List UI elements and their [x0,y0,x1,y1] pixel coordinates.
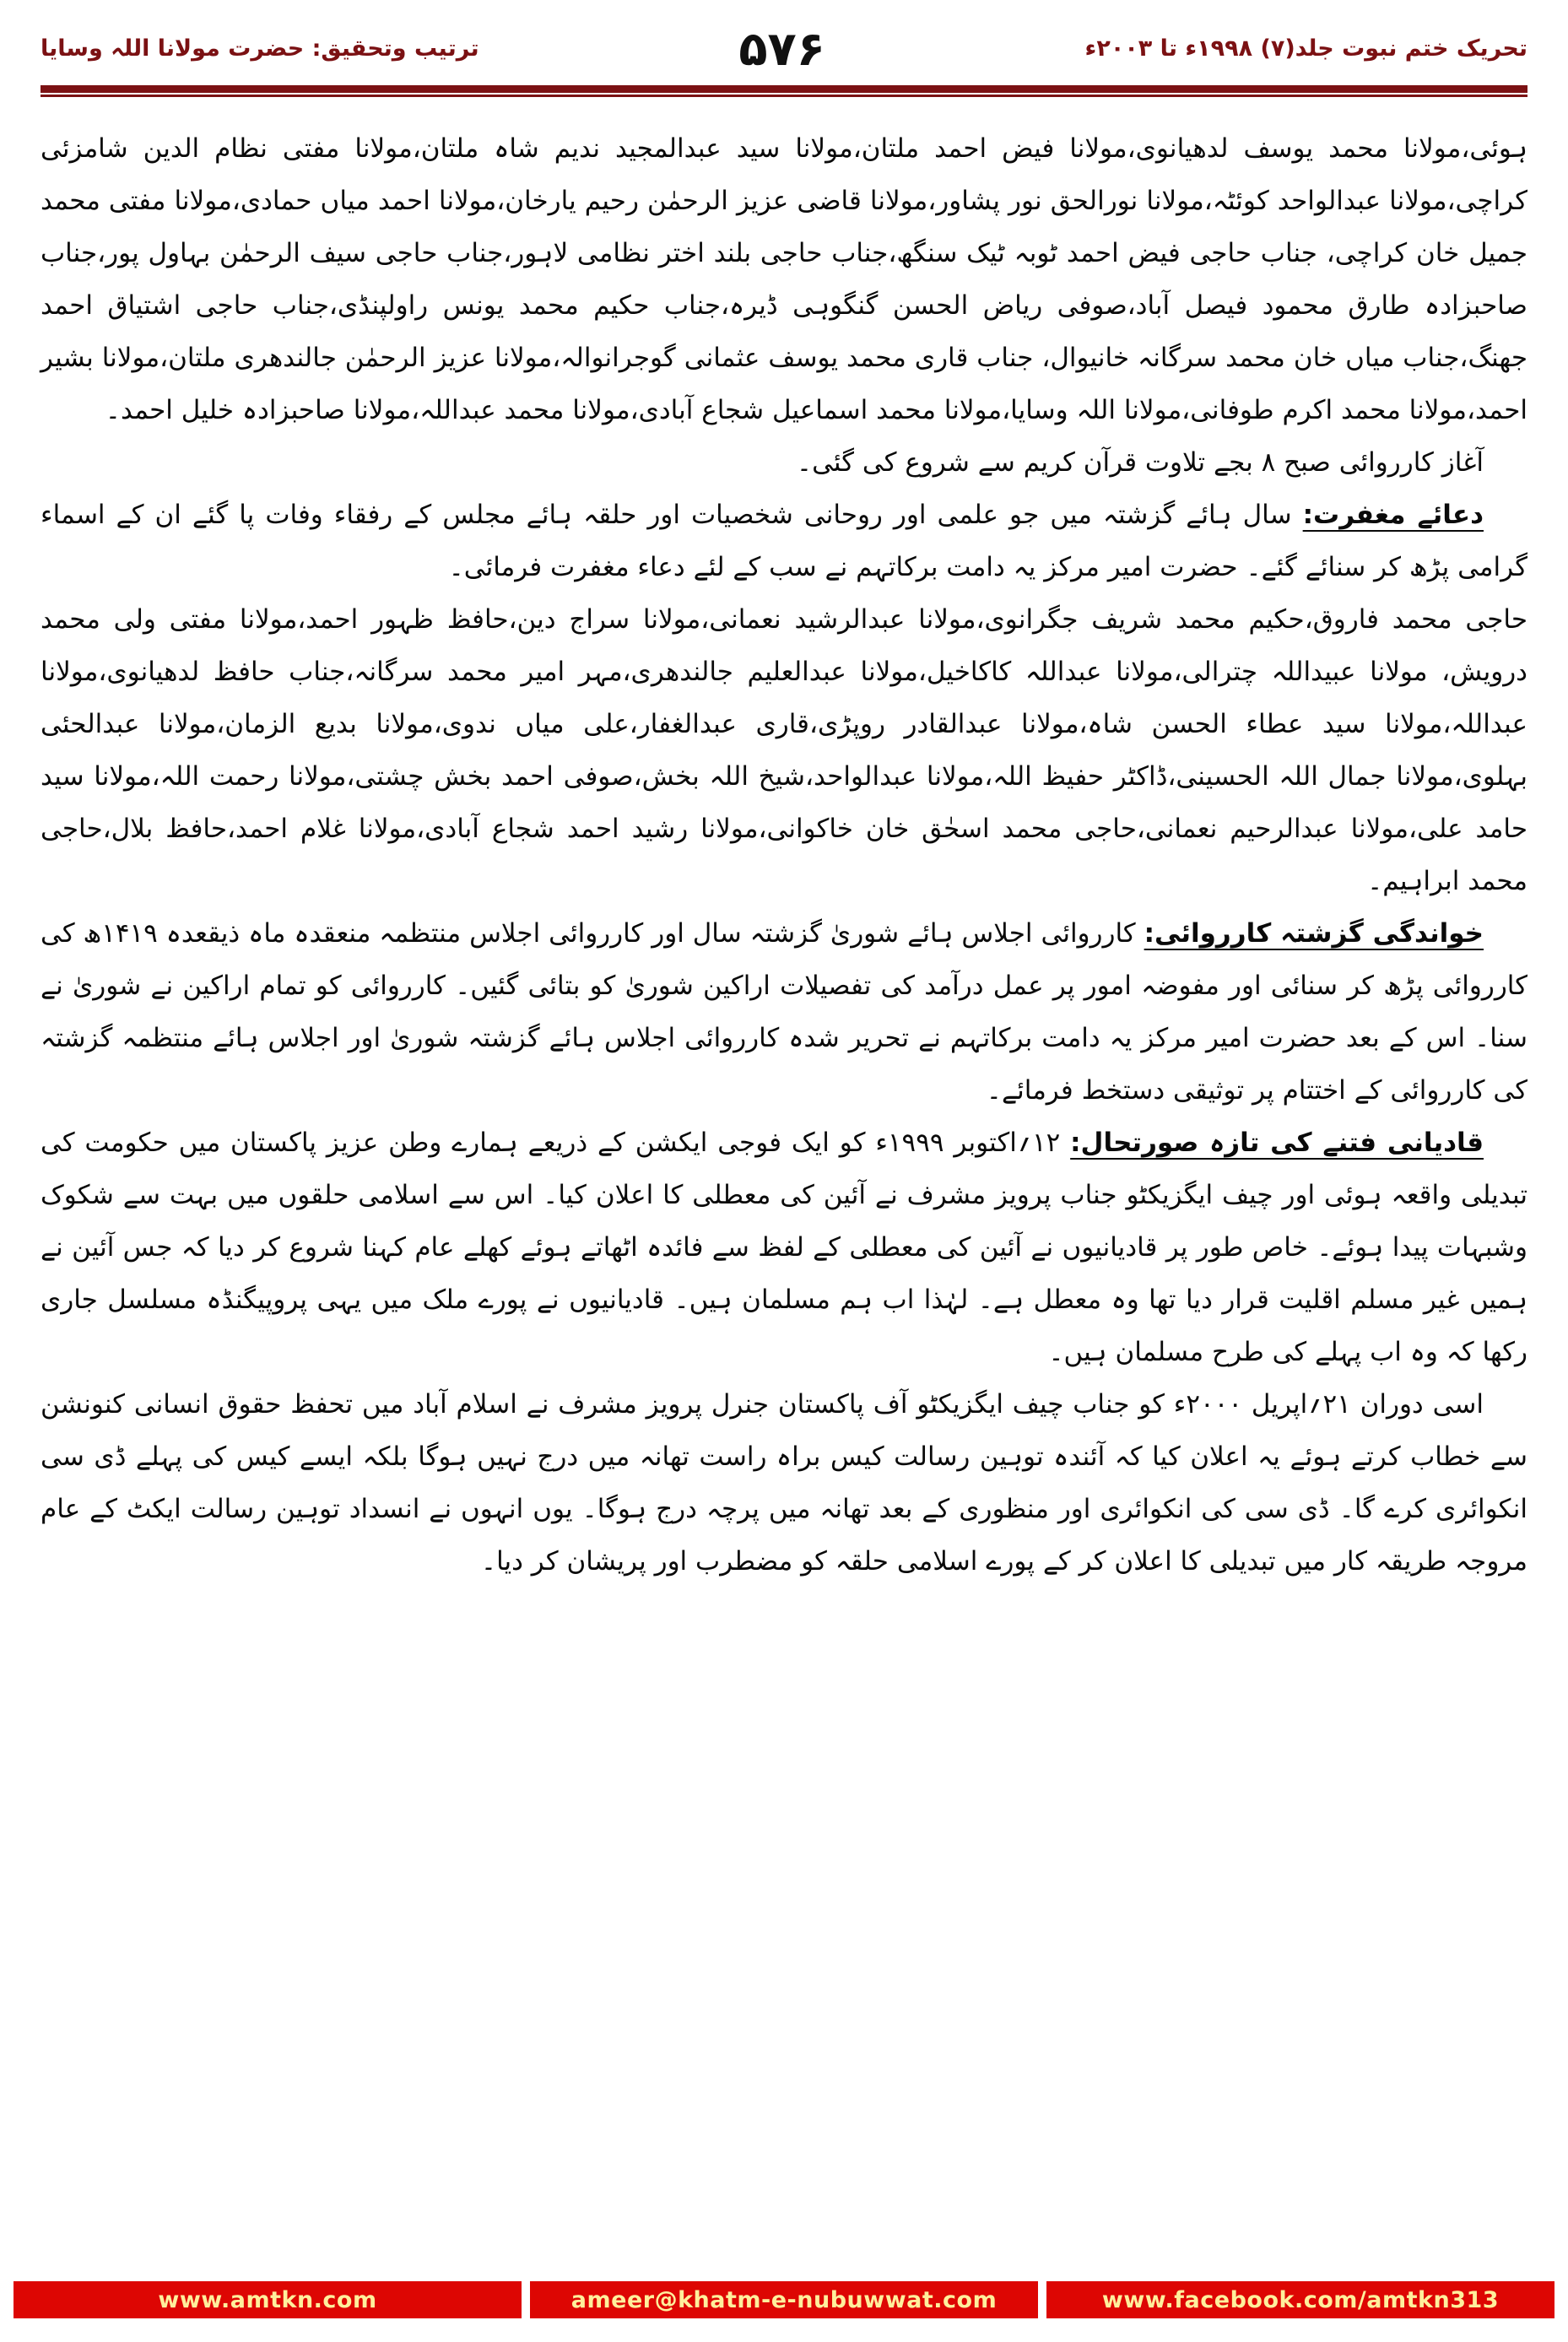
paragraph-text: حاجی محمد فاروق،حکیم محمد شریف جگرانوی،مولانا عبدالرشید نعمانی،مولانا سراج دین،حافظ ظہور احمد،مولانا مفتی ولی محمد درویش، مولانا عبیداللہ چترالی،مولانا عبداللہ کاکاخیل،مولانا عبدالعلیم جالندھری،مہر امیر محمد سرگانہ،جناب حافظ لدھیانوی،مولانا عبداللہ،مولانا سید عطاء الحسن شاہ،مولانا عبدالقادر روپڑی،قاری عبدالغفار،علی میاں ندوی،مولانا بدیع الزمان،مولانا عبدالحئی بہلوی،مولانا جمال اللہ الحسینی،ڈاکٹر حفیظ اللہ،مولانا عبدالواحد،شیخ اللہ بخش،صوفی احمد بخش چشتی،مولانا رحمت اللہ،مولانا سید حامد علی،مولانا عبدالرحیم نعمانی،حاجی محمد اسحٰق خان خاکوانی،مولانا رشید احمد شجاع آبادی،مولانا غلام احمد،حافظ بلال،حاجی محمد ابراہیم۔ [41,604,1527,896]
page-header [41,22,1527,77]
paragraph-qadiani-situation [41,1117,1527,1378]
footer-website-url: www.amtkn.com [14,2281,522,2318]
section-heading-previous-proceedings: خواندگی گزشتہ کارروائی: [1144,918,1484,949]
footer-bar [14,2281,1554,2318]
paragraph-dua-e-maghfirat [41,489,1527,593]
header-double-rule [41,85,1527,97]
section-heading-dua-e-maghfirat: دعائے مغفرت: [1302,500,1484,530]
paragraph-text: ۱۲؍اکتوبر ۱۹۹۹ء کو ایک فوجی ایکشن کے ذریعے ہمارے وطن عزیز پاکستان میں حکومت کی تبدیلی واقعہ ہوئی اور چیف ایگزیکٹو جناب پرویز مشرف نے آئین کی معطلی کا اعلان کیا۔ اس سے اسلامی حلقوں میں بہت سے شکوک وشبہات پیدا ہوئے۔ خاص طور پر قادیانیوں نے آئین کی معطلی کے لفظ سے فائدہ اٹھاتے ہوئے کھلے عام کہنا شروع کر دیا کہ جس آئین نے ہمیں غیر مسلم اقلیت قرار دیا تھا وہ معطل ہے۔ لہٰذا اب ہم مسلمان ہیں۔ قادیانیوں نے پورے ملک میں یہی پروپیگنڈہ مسلسل جاری رکھا کہ وہ اب پہلے کی طرح مسلمان ہیں۔ [41,1128,1527,1367]
footer-email-address: ameer@khatm-e-nubuwwat.com [530,2281,1038,2318]
paragraph-proceedings-start [41,436,1527,489]
header-editor-credit: ترتیب وتحقیق: حضرت مولانا اللہ وسایا [41,35,479,62]
paragraph-text: ہوئی،مولانا محمد یوسف لدھیانوی،مولانا فیض احمد ملتان،مولانا سید عبدالمجید ندیم شاہ ملتان،مولانا مفتی نظام الدین شامزئی کراچی،مولانا عبدالواحد کوئٹہ،مولانا نورالحق نور پشاور،مولانا قاضی عزیز الرحمٰن رحیم یارخان،مولانا احمد میاں حمادی،مولانا مفتی محمد جمیل خان کراچی، جناب حاجی فیض احمد ٹوبہ ٹیک سنگھ،جناب حاجی بلند اختر نظامی لاہور،جناب حاجی سیف الرحمٰن بہاول پور،جناب صاحبزادہ طارق محمود فیصل آباد،صوفی ریاض الحسن گنگوہی ڈیرہ،جناب حکیم محمد یونس راولپنڈی،جناب حاجی اشتیاق احمد جھنگ،جناب میاں خان محمد سرگانہ خانیوال، جناب قاری محمد یوسف عثمانی گوجرانوالہ،مولانا عزیز الرحمٰن جالندھری ملتان،مولانا بشیر احمد،مولانا محمد اکرم طوفانی،مولانا اللہ وسایا،مولانا محمد اسماعیل شجاع آبادی،مولانا محمد عبداللہ،مولانا صاحبزادہ خلیل احمد۔ [41,133,1527,425]
paragraph-text: سال ہائے گزشتہ میں جو علمی اور روحانی شخصیات اور حلقہ ہائے مجلس کے رفقاء وفات پا گئے ان کے اسماء گرامی پڑھ کر سنائے گئے۔ حضرت امیر مرکز یہ دامت برکاتہم نے سب کے لئے دعاء مغفرت فرمائی۔ [41,500,1527,582]
header-book-title: تحریک ختم نبوت جلد(۷) ۱۹۹۸ء تا ۲۰۰۳ء [1084,35,1527,62]
paragraph-april-2000-announcement [41,1378,1527,1587]
footer-facebook-url: www.facebook.com/amtkn313 [1046,2281,1554,2318]
section-heading-qadiani-situation: قادیانی فتنے کی تازہ صورتحال: [1070,1128,1484,1158]
document-body [41,122,1527,1587]
paragraph-deceased-names [41,593,1527,907]
paragraph-attendee-names [41,122,1527,436]
paragraph-text: کارروائی اجلاس ہائے شوریٰ گزشتہ سال اور کارروائی اجلاس منتظمہ منعقدہ ماہ ذیقعدہ ۱۴۱۹ھ کی کارروائی پڑھ کر سنائی اور مفوضہ امور پر عمل درآمد کی تفصیلات اراکین شوریٰ کو بتائی گئیں۔ کارروائی کو تمام اراکین نے شوریٰ نے سنا۔ اس کے بعد حضرت امیر مرکز یہ دامت برکاتہم نے تحریر شدہ کارروائی اجلاس ہائے گزشتہ شوریٰ اور اجلاس ہائے منتظمہ گزشتہ کی کارروائی کے اختتام پر توثیقی دستخط فرمائے۔ [41,918,1527,1106]
paragraph-text: آغاز کارروائی صبح ۸ بجے تلاوت قرآن کریم سے شروع کی گئی۔ [796,447,1484,478]
paragraph-previous-proceedings [41,907,1527,1117]
paragraph-text: اسی دوران ۲۱؍اپریل ۲۰۰۰ء کو جناب چیف ایگزیکٹو آف پاکستان جنرل پرویز مشرف نے اسلام آباد میں تحفظ حقوق انسانی کنونشن سے خطاب کرتے ہوئے یہ اعلان کیا کہ آئندہ توہین رسالت کیس براہ راست تھانہ میں درج نہیں ہوگا بلکہ ایسے کیس کی پہلے ڈی سی انکوائری کرے گا۔ ڈی سی کی انکوائری اور منظوری کے بعد تھانہ میں پرچہ درج ہوگا۔ یوں انہوں نے انسداد توہین رسالت ایکٹ کے عام مروجہ طریقہ کار میں تبدیلی کا اعلان کر کے پورے اسلامی حلقہ کو مضطرب اور پریشان کر دیا۔ [41,1389,1527,1577]
page-number: ۵۷۶ [738,22,825,77]
